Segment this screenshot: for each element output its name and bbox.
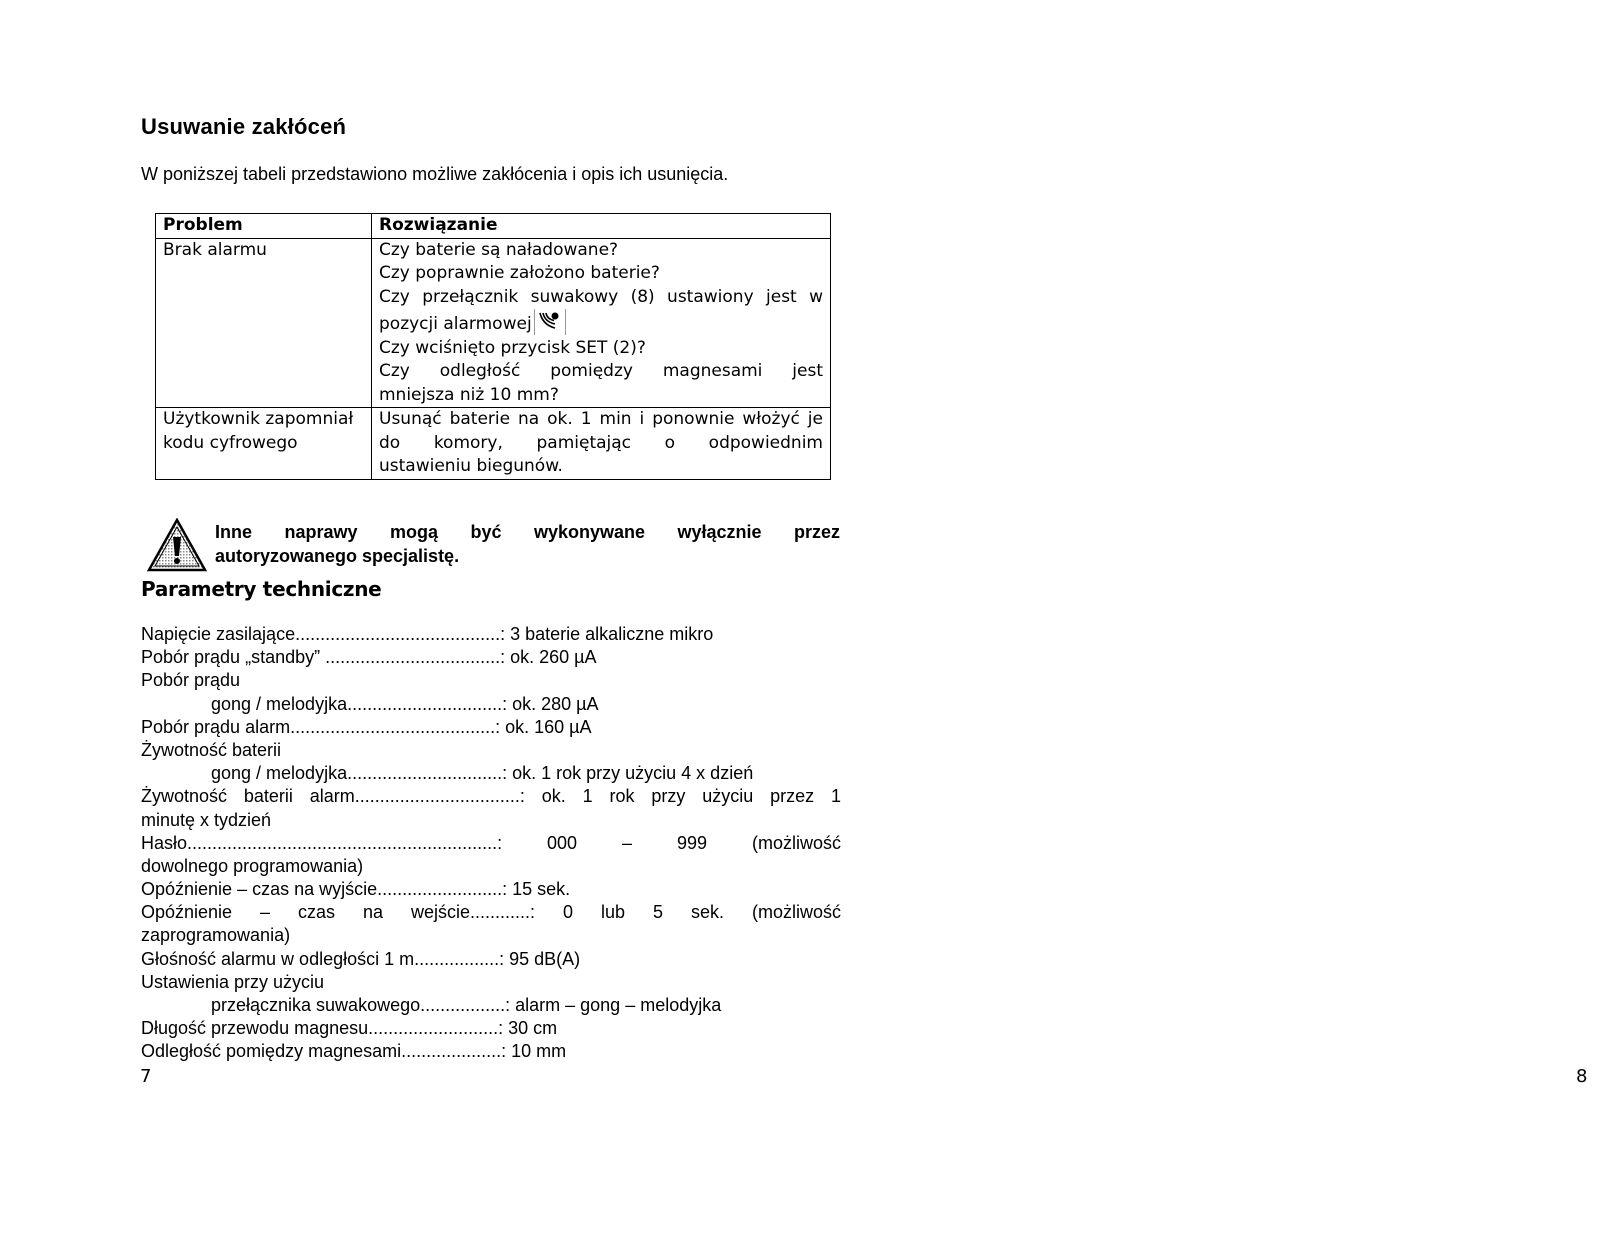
spec-line: Opóźnienie – czas na wejście............: 0 lub 5 sek. (możliwość [141, 902, 841, 923]
table-header-solution: Rozwiązanie [372, 214, 831, 239]
solution-line: ustawieniu biegunów. [379, 456, 563, 476]
spec-line: minutę x tydzień [141, 809, 272, 830]
spec-line: gong / melodyjka...............................: ok. 280 µA [211, 693, 599, 714]
page-number-left: 7 [140, 1066, 152, 1087]
solution-line-with-icon [379, 309, 823, 337]
table-cell-problem [156, 238, 372, 408]
spec-line: Napięcie zasilające.........................................: 3 baterie alkaliczne mikro [141, 624, 714, 644]
spec-line: Żywotność baterii alarm.................................: ok. 1 rok przy użyciu przez 1 [141, 786, 841, 807]
table-header-row [156, 214, 831, 239]
intro-paragraph: W poniższej tabeli przedstawiono możliwe zakłócenia i opis ich usunięcia. [141, 164, 729, 184]
spec-line: gong / melodyjka...............................: ok. 1 rok przy użyciu 4 x dzień [211, 763, 754, 784]
table-row [156, 408, 831, 480]
spec-line: Pobór prądu alarm.........................................: ok. 160 µA [141, 716, 592, 737]
spec-line: Głośność alarmu w odległości 1 m.................: 95 dB(A) [141, 948, 581, 969]
warning-line: Inne naprawy mogą być wykonywane wyłącznie przez [215, 522, 840, 542]
table-cell-problem [156, 408, 372, 480]
table-cell-solution [372, 408, 831, 480]
table-header-problem: Problem [156, 214, 372, 239]
page-number-right: 8 [1576, 1066, 1588, 1087]
specs-list [141, 623, 841, 1064]
solution-line: mniejsza niż 10 mm? [379, 384, 559, 405]
spec-line: Opóźnienie – czas na wyjście.........................: 15 sek. [141, 879, 571, 900]
spec-line: Żywotność baterii [141, 739, 282, 760]
spec-line: dowolnego programowania) [141, 855, 364, 876]
spec-line: Pobór prądu [141, 670, 241, 691]
warning-text [215, 520, 840, 568]
alarm-waves-icon [534, 309, 566, 335]
section-heading-specs: Parametry techniczne [141, 577, 382, 601]
troubleshooting-table [155, 213, 831, 480]
spec-line: Długość przewodu magnesu..........................: 30 cm [141, 1018, 558, 1039]
section-heading-troubleshooting: Usuwanie zakłóceń [141, 114, 347, 139]
table-row [156, 238, 831, 408]
solution-line: Czy odległość pomiędzy magnesami jest [379, 361, 823, 381]
solution-line: Czy poprawnie założono baterie? [379, 263, 660, 283]
problem-line: kodu cyfrowego [163, 432, 298, 453]
solution-line: Czy przełącznik suwakowy (8) ustawiony jest w [379, 286, 823, 307]
table-cell-solution [372, 238, 831, 408]
left-page [141, 0, 841, 1237]
warning-note [147, 518, 841, 570]
solution-line: Usunąć baterie na ok. 1 min i ponownie włożyć je [379, 409, 823, 429]
solution-line: do komory, pamiętając o odpowiednim [379, 432, 823, 453]
warning-line: autoryzowanego specjalistę. [215, 546, 460, 566]
spec-line: zaprogramowania) [141, 925, 291, 946]
solution-line: Czy wciśnięto przycisk SET (2)? [379, 337, 646, 358]
spec-line: Pobór prądu „standby” ...................................: ok. 260 µA [141, 647, 597, 668]
problem-line: Użytkownik zapomniał [163, 409, 354, 429]
solution-line: Czy baterie są naładowane? [379, 239, 619, 260]
solution-line-text: pozycji alarmowej [379, 314, 532, 334]
warning-triangle-icon [147, 518, 207, 572]
spec-line: przełącznika suwakowego.................: alarm – gong – melodyjka [211, 995, 722, 1015]
spec-line: Ustawienia przy użyciu [141, 971, 325, 992]
problem-text: Brak alarmu [163, 239, 267, 260]
spec-line: Odległość pomiędzy magnesami....................: 10 mm [141, 1041, 567, 1062]
spec-line: Hasło..............................................................: 000 – 999 (możliwość [141, 832, 841, 853]
